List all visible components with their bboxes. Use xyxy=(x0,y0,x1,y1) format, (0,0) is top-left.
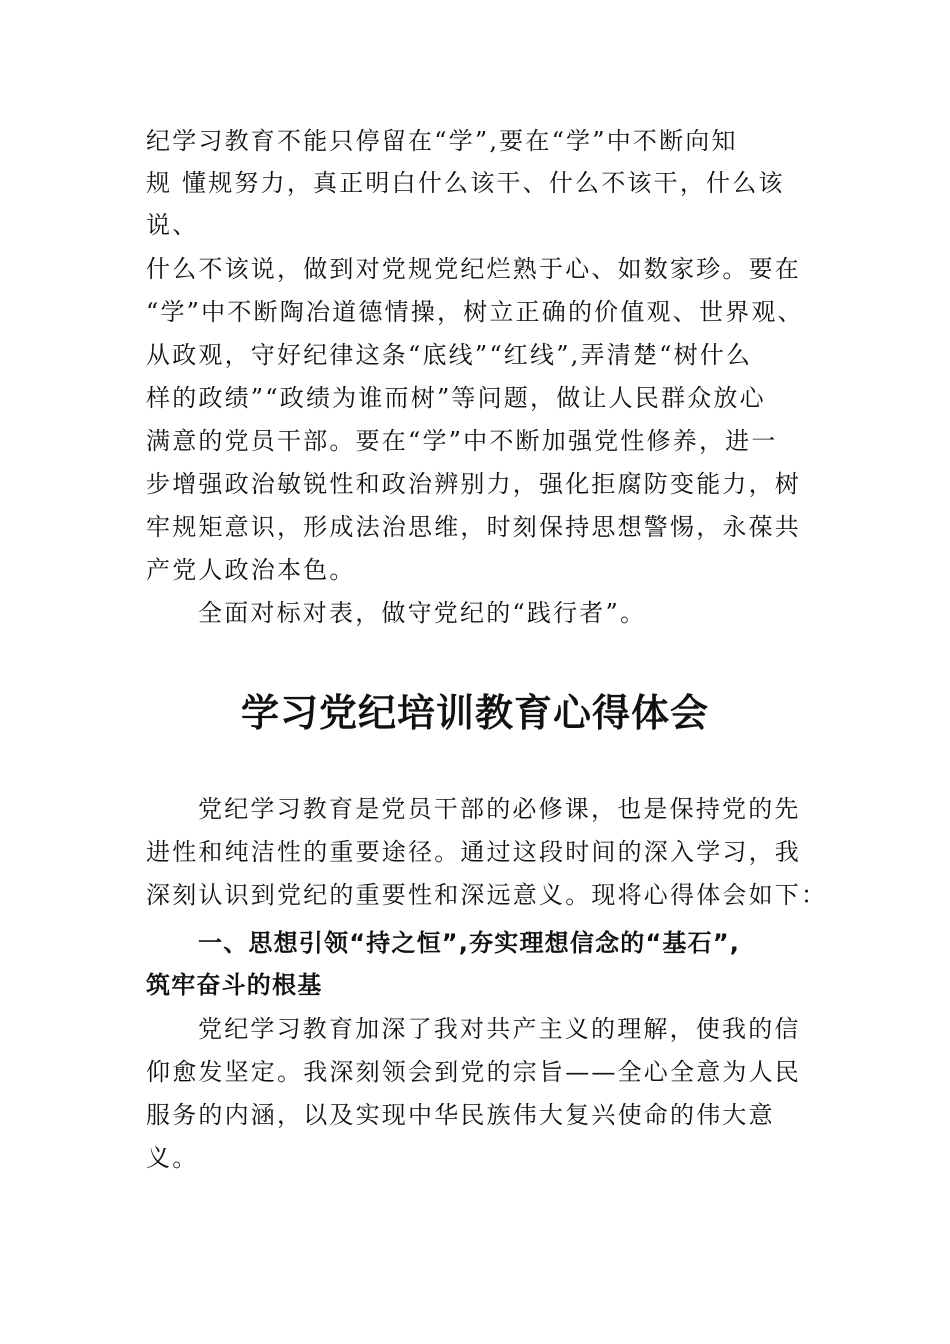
paragraph-line: 规 懂规努力，真正明白什么该干、什么不该干，什么该 xyxy=(146,169,785,197)
intro-line: 党纪学习教育是党员干部的必修课，也是保持党的先 xyxy=(198,795,801,823)
document-title: 学习党纪培训教育心得体会 xyxy=(240,691,709,735)
section-line: 党纪学习教育加深了我对共产主义的理解，使我的信 xyxy=(198,1015,801,1043)
section-line: 服务的内涵，以及实现中华民族伟大复兴使命的伟大意 xyxy=(146,1101,775,1129)
intro-line: 深刻认识到党纪的重要性和深远意义。现将心得体会如下： xyxy=(146,881,828,909)
paragraph-line: 什么不该说，做到对党规党纪烂熟于心、如数家珍。要在 xyxy=(146,255,801,283)
paragraph-line: 从政观，守好纪律这条“底线”“红线”,弄清楚“树什么 xyxy=(146,341,753,369)
paragraph-line: 说、 xyxy=(146,211,199,239)
paragraph-line: 纪学习教育不能只停留在“学”,要在“学”中不断向知 xyxy=(146,127,738,155)
paragraph-line: 步增强政治敏锐性和政治辨别力，强化拒腐防变能力，树 xyxy=(146,470,801,498)
paragraph-line: 产党人政治本色。 xyxy=(146,556,356,584)
intro-line: 进性和纯洁性的重要途径。通过这段时间的深入学习，我 xyxy=(146,838,801,866)
paragraph-line: “学”中不断陶冶道德情操，树立正确的价值观、世界观、 xyxy=(146,298,804,326)
paragraph-line: 满意的党员干部。要在“学”中不断加强党性修养，进一 xyxy=(146,427,778,455)
paragraph-line: 牢规矩意识，形成法治思维，时刻保持思想警惕，永葆共 xyxy=(146,513,801,541)
section-heading: 一、思想引领“持之恒”,夯实理想信念的“基石”, xyxy=(198,929,741,957)
section-line: 仰愈发坚定。我深刻领会到党的宗旨——全心全意为人民 xyxy=(146,1058,801,1086)
section-heading: 筑牢奋斗的根基 xyxy=(146,971,323,999)
paragraph-line: 样的政绩”“政绩为谁而树”等问题，做让人民群众放心 xyxy=(146,384,766,412)
section-line: 义。 xyxy=(146,1144,199,1172)
paragraph-line: 全面对标对表，做守党纪的“践行者”。 xyxy=(198,599,647,627)
